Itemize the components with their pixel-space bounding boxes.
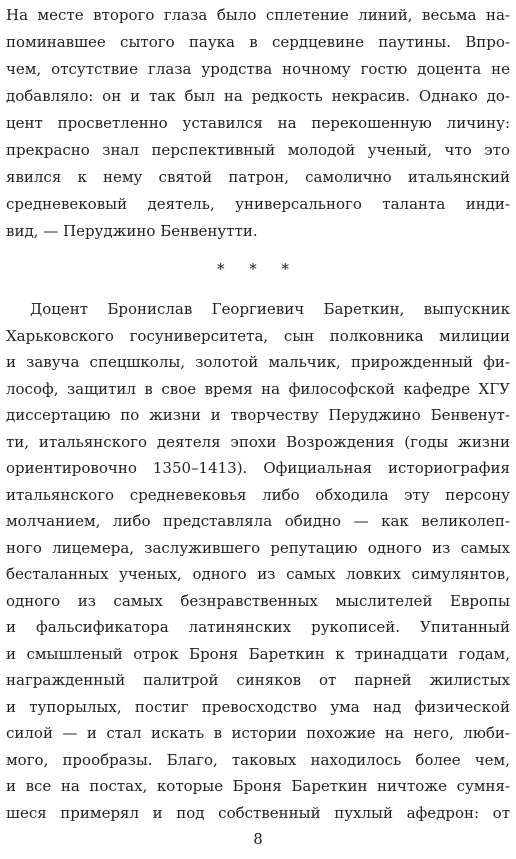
text-line: Доцент Бронислав Георгиевич Бареткин, выпускник: [30, 300, 510, 318]
text-line: цент просветленно уставился на перекошенную личину:: [6, 114, 510, 132]
text-line: мого, прообразы. Благо, таковых находилось более чем,: [6, 750, 510, 769]
text-line: шеся примерял и под собственный пухлый афедрон: от: [6, 803, 510, 822]
text-line: итальянского средневековья либо обходила эту персону: [6, 485, 510, 504]
text-line: бесталанных ученых, одного из самых ловких симулянтов,: [6, 565, 510, 583]
text-line: Харьковского госуниверситета, сын полковника милиции: [6, 326, 510, 345]
text-line: одного из самых безнравственных мыслителей Европы: [6, 591, 510, 610]
text-line: поминавшее сытого паука в сердцевине паутины. Впро-: [6, 33, 510, 51]
text-line: ного лицемера, заслужившего репутацию одного из самых: [6, 538, 510, 557]
text-line: силой — и стал искать в истории похожие на него, люби-: [6, 724, 510, 742]
text-line: средневековый деятель, универсального таланта инди-: [6, 195, 510, 213]
text-line: и смышленый отрок Броня Бареткин к тринадцати годам,: [6, 644, 510, 663]
page-number: 8: [253, 830, 263, 848]
text-line: и фальсификатора латинянских рукописей. Упитанный: [6, 618, 510, 636]
text-line: лософ, защитил в свое время на философской кафедре ХГУ: [6, 379, 510, 398]
text-line: вид, — Перуджино Бенвенутти.: [6, 222, 258, 240]
text-line: и завуча спецшколы, золотой мальчик, прирожденный фи-: [6, 353, 510, 371]
text-line: молчанием, либо представляла обидно — как великолеп-: [6, 512, 510, 530]
text-line: награжденный палитрой синяков от парней жилистых: [6, 671, 510, 689]
text-line: чем, отсутствие глаза уродства ночному гостю доцента не: [6, 60, 510, 78]
section-separator: * * *: [216, 260, 300, 278]
text-line: прекрасно знал перспективный молодой ученый, что это: [6, 141, 510, 159]
text-line: ориентировочно 1350–1413). Официальная историография: [6, 459, 510, 477]
text-line: добавляло: он и так был на редкость некрасив. Однако до-: [6, 87, 510, 105]
text-line: и все на постах, которые Броня Бареткин ничтоже сумня-: [6, 777, 510, 795]
text-line: ти, итальянского деятеля эпохи Возрождения (годы жизни: [6, 432, 510, 451]
text-line: диссертацию по жизни и творчеству Перуджино Бенвенут-: [6, 406, 510, 424]
text-line: и тупорылых, постиг превосходство ума над физической: [6, 697, 510, 716]
text-line: явился к нему святой патрон, самолично итальянский: [6, 168, 510, 186]
text-line: На месте второго глаза было сплетение линий, весьма на-: [6, 6, 510, 24]
